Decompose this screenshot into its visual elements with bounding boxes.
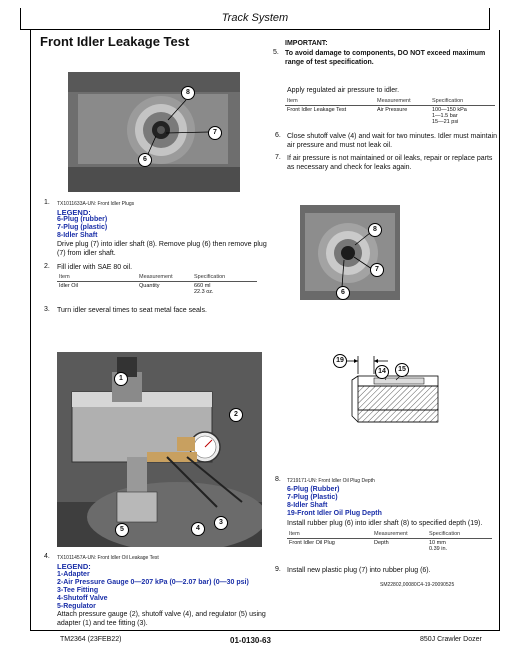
- table-header-spec: Specification: [430, 97, 495, 106]
- table-header-measurement: Measurement: [375, 97, 430, 106]
- table-cell-measurement: Quantity: [139, 283, 160, 289]
- important-label: IMPORTANT:: [285, 40, 328, 47]
- footer-right: 850J Crawler Dozer: [420, 636, 482, 643]
- callout-7: 7: [208, 126, 222, 140]
- table-header-measurement: Measurement: [372, 530, 427, 539]
- callout-14: 14: [375, 365, 389, 379]
- step8-text: Install rubber plug (6) into idler shaft (8) to specified depth (19).: [287, 520, 483, 527]
- footer-page-number: 01-0130-63: [230, 636, 271, 645]
- step3-num: 3.: [44, 306, 50, 313]
- figure4-legend-title: LEGEND:: [57, 562, 91, 571]
- figure1-photo: [68, 72, 240, 192]
- table-header-item: Item: [287, 530, 372, 539]
- callout-2: 2: [229, 408, 243, 422]
- figure1-legend-item: 6-Plug (rubber): [57, 216, 108, 223]
- figure4-illustration: [57, 352, 262, 547]
- table-header-item: Item: [57, 273, 137, 282]
- step1-num: 1.: [44, 199, 50, 206]
- step6-num: 6.: [275, 132, 281, 139]
- table-cell-spec: [427, 539, 492, 554]
- figure4-caption: TX1011457A-UN: Front Idler Oil Leakage Test: [57, 555, 159, 561]
- figure2-illustration: [300, 205, 400, 300]
- step2-num: 2.: [44, 263, 50, 270]
- table-cell-spec: [192, 282, 257, 297]
- figure3-legend-item: 8-Idler Shaft: [287, 502, 328, 509]
- page-footer: [30, 630, 500, 650]
- step9-text: Install new plastic plug (7) into rubber plug (6).: [287, 567, 431, 574]
- spec-line: 1—1.5 bar: [432, 113, 458, 119]
- table-header-measurement: Measurement: [137, 273, 192, 282]
- table-cell-item: Idler Oil: [59, 283, 78, 289]
- callout-3: 3: [214, 516, 228, 530]
- callout-15: 15: [395, 363, 409, 377]
- callout-4: 4: [191, 522, 205, 536]
- figure1-legend-item: 7-Plug (plastic): [57, 224, 108, 231]
- figure1-caption: TX1011633A-UN: Front Idler Plugs: [57, 201, 135, 207]
- table-cell-spec: [430, 106, 495, 127]
- step5-subtext: Apply regulated air pressure to idler.: [287, 87, 400, 94]
- table-header-spec: Specification: [192, 273, 257, 282]
- spec-line: 660 ml: [194, 283, 211, 289]
- figure4-legend-item: 3-Tee Fitting: [57, 587, 99, 594]
- header-title: Track System: [221, 12, 289, 24]
- spec-line: 22.3 oz.: [194, 289, 214, 295]
- step6-text: Close shutoff valve (4) and wait for two minutes. Idler must maintain air pressure and must not leak oil.: [287, 133, 497, 149]
- spec-line: 10 mm: [429, 540, 446, 546]
- table-cell-measurement: Air Pressure: [377, 107, 408, 113]
- figure4-legend-item: 5-Regulator: [57, 603, 96, 610]
- figure4-legend-item: 4-Shutoff Valve: [57, 595, 108, 602]
- figure4-photo: [57, 352, 262, 547]
- spec-line: 15—21 psi: [432, 119, 459, 125]
- table-header-item: Item: [285, 97, 375, 106]
- callout-7: 7: [370, 263, 384, 277]
- table-header-spec: Specification: [427, 530, 492, 539]
- table-cell-measurement: Depth: [374, 540, 389, 546]
- callout-8: 8: [368, 223, 382, 237]
- figure4-legend-item: 1-Adapter: [57, 571, 90, 578]
- figure3-diagram: [330, 352, 440, 437]
- callout-6: 6: [336, 286, 350, 300]
- table-oil: [57, 273, 257, 296]
- footer-left: TM2364 (23FEB22): [60, 636, 122, 643]
- figure1-legend-title: LEGEND:: [57, 208, 91, 217]
- figure1-legend-item: 8-Idler Shaft: [57, 232, 98, 239]
- figure4-legend-item: 2-Air Pressure Gauge 0—207 kPa (0—2.07 bar) (0—30 psi): [57, 579, 249, 586]
- step7-num: 7.: [275, 154, 281, 161]
- table-cell-item: Front Idler Oil Plug: [289, 540, 335, 546]
- figure3-legend-item: 6-Plug (Rubber): [287, 486, 340, 493]
- table-pressure: [285, 97, 495, 126]
- figure3-legend-item: 7-Plug (Plastic): [287, 494, 338, 501]
- step4-text: Attach pressure gauge (2), shutoff valve (4), and regulator (5) using adapter (1) and tee fitting (3).: [57, 611, 266, 627]
- table-cell-item: Front Idler Leakage Test: [287, 107, 347, 113]
- callout-1: 1: [114, 372, 128, 386]
- callout-19: 19: [333, 354, 347, 368]
- page-header: [20, 8, 490, 30]
- step9-num: 9.: [275, 566, 281, 573]
- step5-num: 5.: [273, 49, 279, 56]
- step4-num: 4.: [44, 553, 50, 560]
- step1-text: Drive plug (7) into idler shaft (8). Remove plug (6) then remove plug (7) from idler shaft.: [57, 241, 267, 257]
- figure3-legend-item: 19-Front Idler Oil Plug Depth: [287, 510, 382, 517]
- step2-text: Fill idler with SAE 80 oil.: [57, 264, 133, 271]
- figure3-caption: T219171-UN: Front Idler Oil Plug Depth: [287, 478, 375, 484]
- step7-text: If air pressure is not maintained or oil leaks, repair or replace parts as necessary and check for leaks again.: [287, 155, 493, 171]
- spec-line: 100—150 kPa: [432, 107, 467, 113]
- important-text: To avoid damage to components, DO NOT exceed maximum range of test specification.: [285, 50, 486, 66]
- step8-num: 8.: [275, 476, 281, 483]
- table-depth: [287, 530, 492, 553]
- spec-line: 0.39 in.: [429, 546, 448, 552]
- callout-6: 6: [138, 153, 152, 167]
- figure2-photo: [300, 205, 400, 300]
- section-title: Front Idler Leakage Test: [40, 34, 190, 49]
- doc-code: SM22802,00080C4-19-20090525: [380, 582, 455, 588]
- callout-5: 5: [115, 523, 129, 537]
- callout-8: 8: [181, 86, 195, 100]
- step3-text: Turn idler several times to seat metal face seals.: [57, 307, 207, 314]
